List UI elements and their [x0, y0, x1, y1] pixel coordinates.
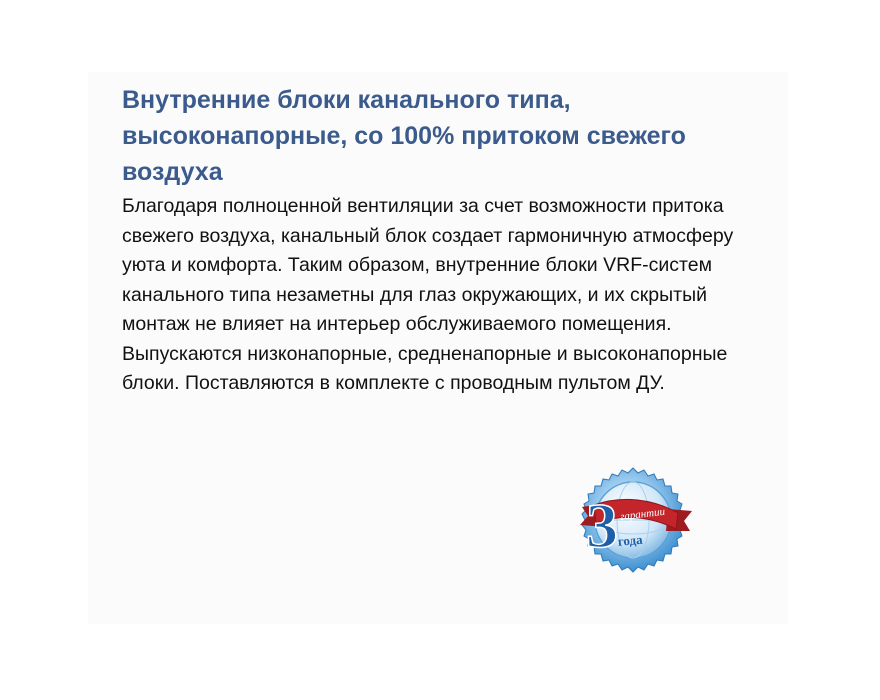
slide-title: Внутренние блоки канального типа, высоконапорные, со 100% притоком свежего воздуха: [122, 86, 686, 186]
warranty-number: 3: [586, 490, 618, 561]
warranty-seal-icon: [568, 465, 698, 575]
slide-body-text: Благодаря полноценной вентиляции за счет возможности притока свежего воздуха, канальный блок создает гармоничную атмосферу уюта и комфорта. Таким образом, внутренние блоки VRF-систем канального типа незаметны для глаз окружающих, и их скрытый монтаж не влияет на интерьер обслуживаемого помещения. Выпускаются низконапорные, средненапорные и высоконапорные блоки. Поставляются в комплекте с проводным пультом ДУ.: [122, 195, 734, 394]
warranty-ribbon-text: гарантии: [619, 505, 666, 524]
warranty-years-text: года: [617, 531, 644, 549]
